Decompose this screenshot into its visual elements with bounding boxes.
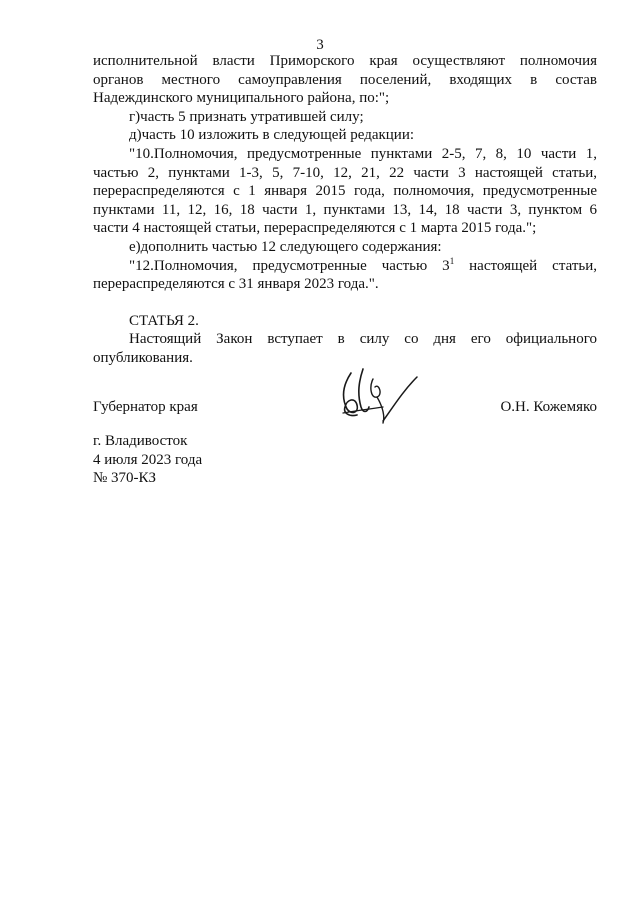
quote10-line-2: частью 2, пунктами 1-3, 5, 7-10, 12, 21, 22 части 3 настоящей статьи, [93,164,597,181]
place-date-block [93,432,202,488]
signatory-name: О.Н. Кожемяко [500,399,597,415]
quote10-line-5: части 4 настоящей статьи, перераспределяются с 1 марта 2015 года."; [93,220,537,237]
handwritten-signature [333,363,421,425]
quote12-superscript: 1 [449,255,455,266]
article-2-heading: СТАТЬЯ 2. [129,312,199,329]
signature-row [93,399,597,421]
city: г. Владивосток [93,433,188,449]
law-date: 4 июля 2023 года [93,451,203,468]
paragraph-gap [93,294,597,312]
law-number: № 370-КЗ [93,470,157,487]
signatory-title: Губернатор края [93,399,198,415]
article-2-line-2: опубликования. [93,349,193,366]
item-e: е)дополнить частью 12 следующего содержания: [129,238,442,255]
document-body [93,52,597,368]
intro-line-1: исполнительной власти Приморского края осуществляют полномочия [93,53,597,69]
quote12-text-before: "12.Полномочия, предусмотренные частью 3 [129,257,450,274]
item-d: д)часть 10 изложить в следующей редакции: [129,127,415,144]
quote12-text-after: настоящей статьи, [454,257,598,274]
intro-line-2: органов местного самоуправления поселений, входящих в состав [93,71,597,88]
quote12-line-2: перераспределяются с 31 января 2023 года.". [93,276,379,293]
page-number: 3 [316,37,324,53]
quote10-line-1: "10.Полномочия, предусмотренные пунктами 2-5, 7, 8, 10 части 1, [129,145,597,162]
intro-line-3: Надеждинского муниципального района, по:"; [93,90,390,107]
item-g: г)часть 5 признать утратившей силу; [129,108,364,125]
quote10-line-3: перераспределяются с 1 января 2015 года, полномочия, предусмотренные [93,183,597,200]
quote12-line-1 [93,257,597,276]
quote10-line-4: пунктами 11, 12, 16, 18 части 1, пунктами 13, 14, 18 части 3, пунктом 6 [93,201,597,218]
article-2-line-1: Настоящий Закон вступает в силу со дня его официального [129,331,597,348]
